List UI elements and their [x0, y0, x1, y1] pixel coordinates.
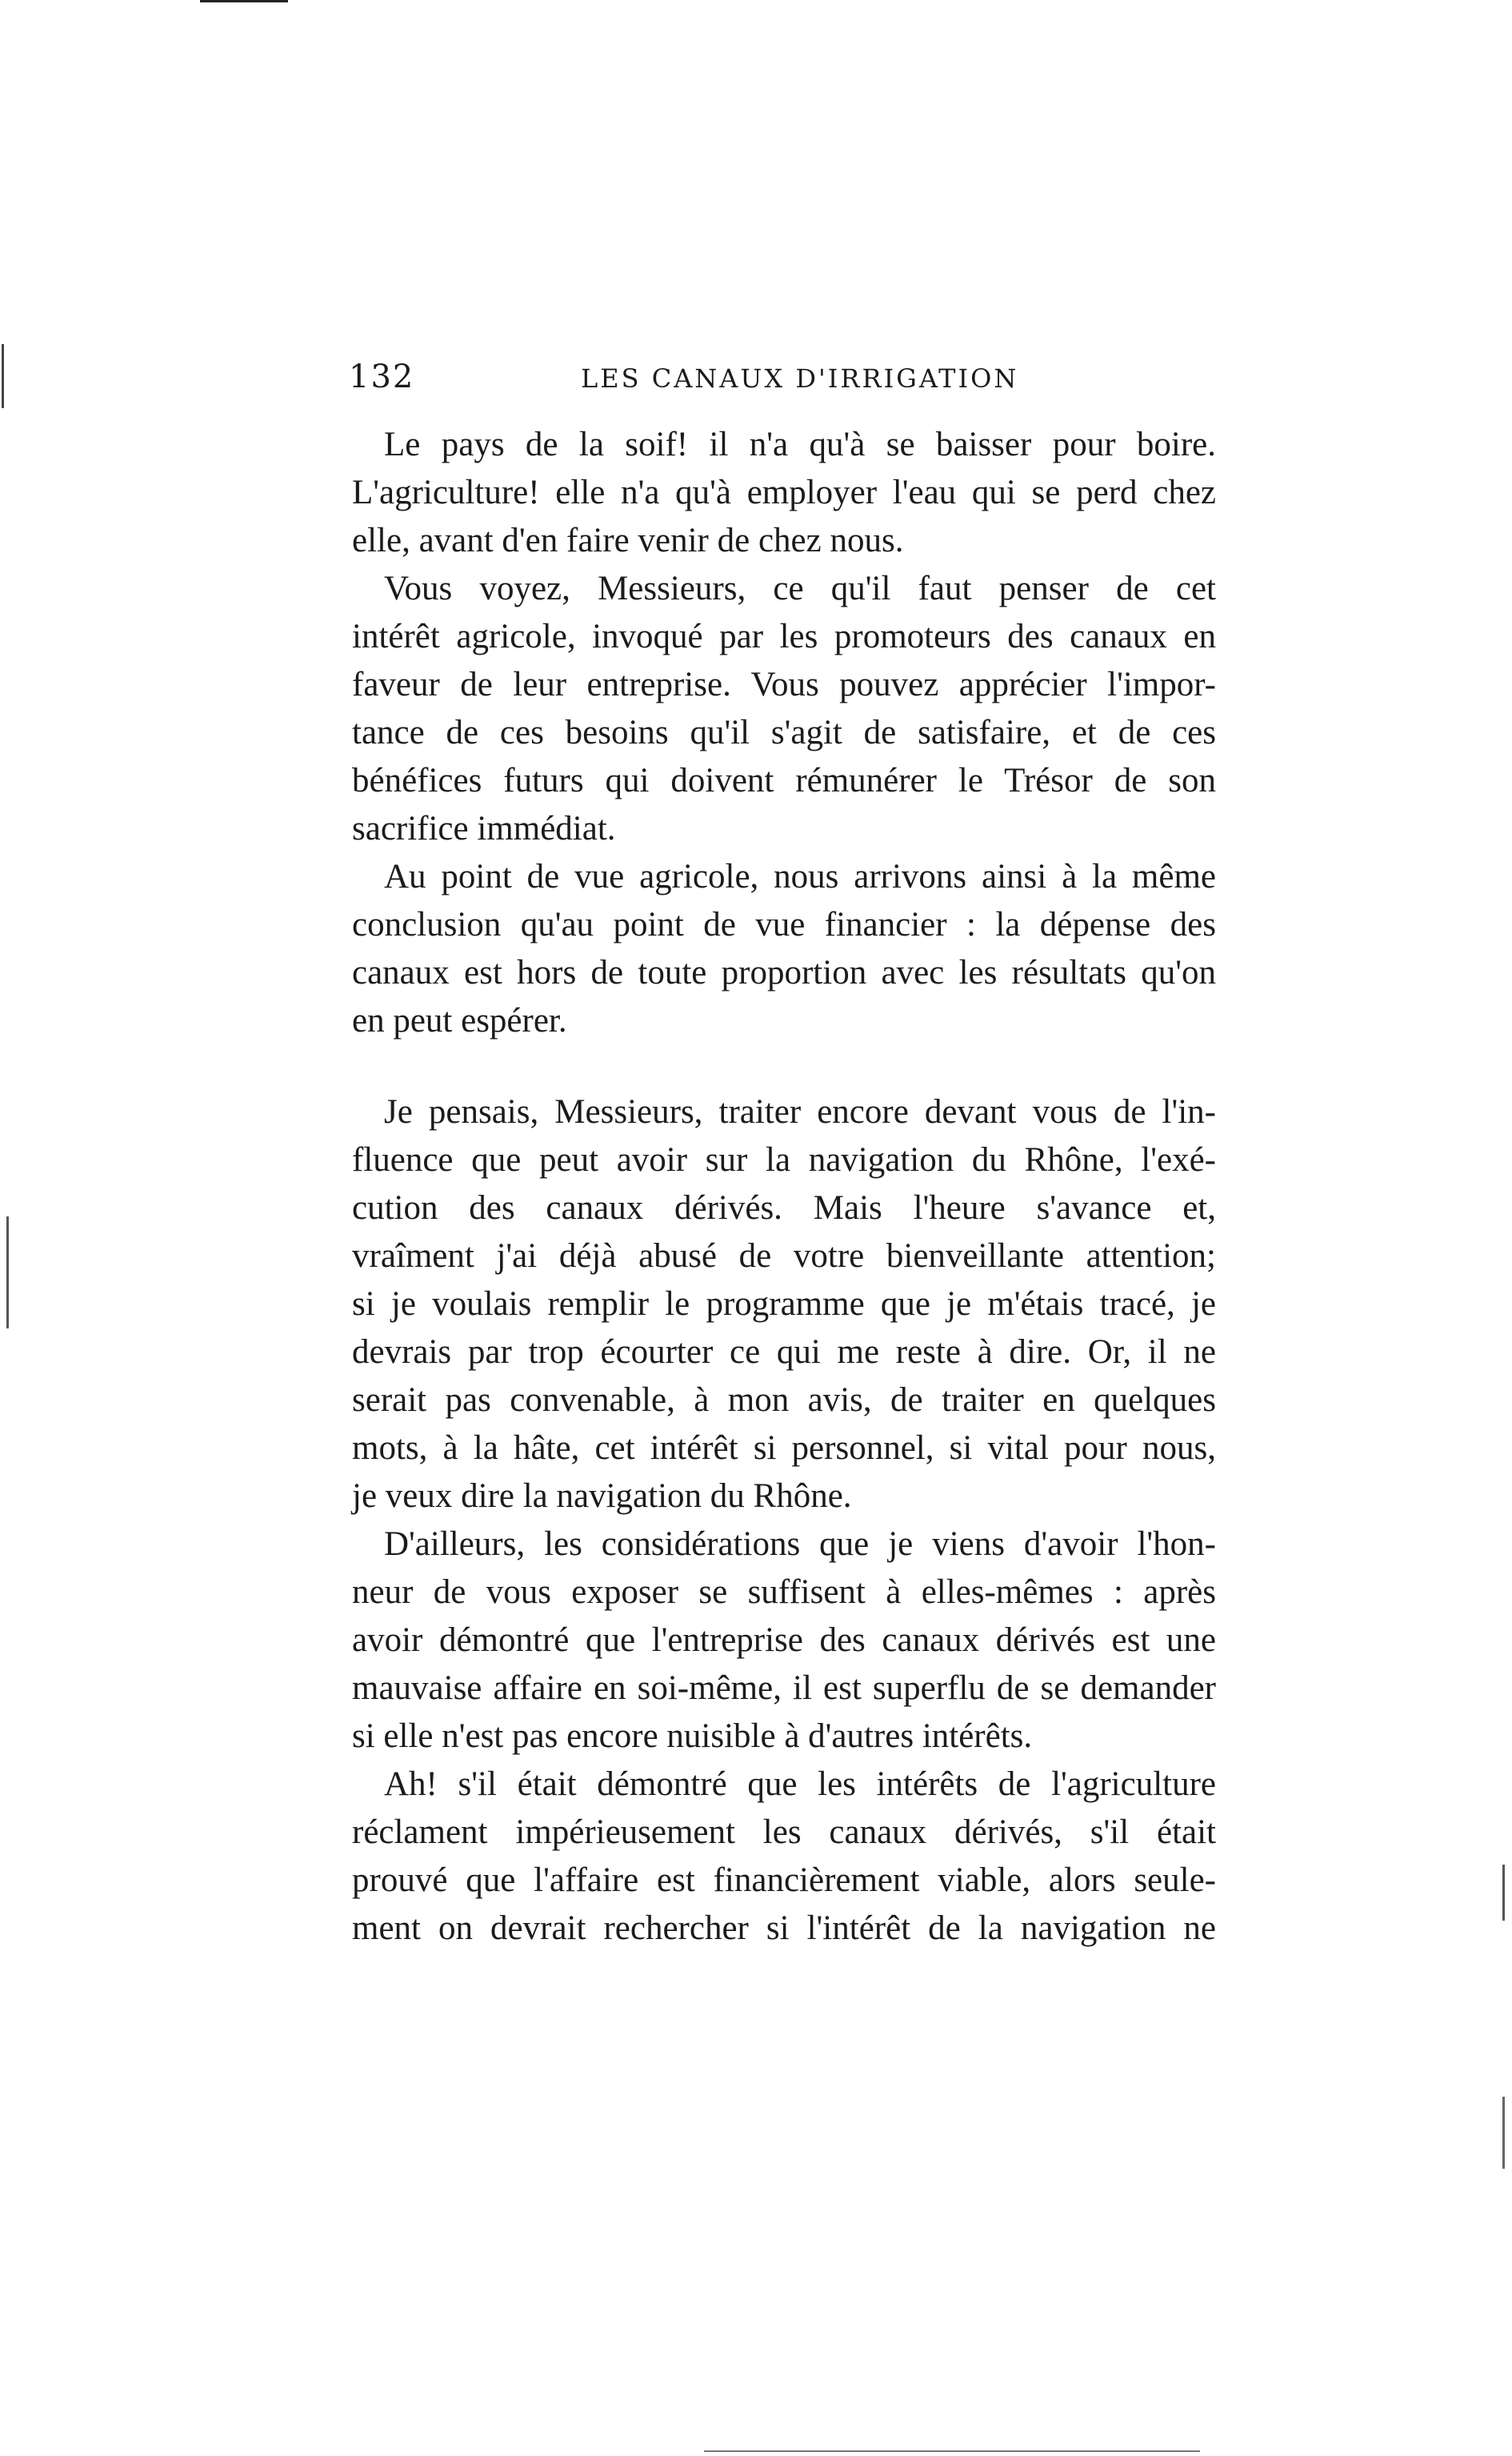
text-line: ment on devrait rechercher si l'intérêt de la navigation ne	[352, 1909, 1216, 1947]
text-line: intérêt agricole, invoqué par les promoteurs des canaux en	[352, 618, 1216, 655]
scan-edge-top	[200, 0, 288, 2]
paragraph-4	[352, 1088, 1216, 1520]
text-line: faveur de leur entreprise. Vous pouvez apprécier l'impor-	[352, 666, 1216, 703]
scan-edge-left-2	[6, 1216, 9, 1328]
scan-edge-right-2	[1502, 2097, 1505, 2169]
scan-edge-bottom	[704, 2450, 1200, 2452]
page-header	[349, 359, 1221, 407]
text-line: vraîment j'ai déjà abusé de votre bienveillante attention;	[352, 1237, 1216, 1275]
paragraph-6	[352, 1761, 1216, 1953]
text-line: tance de ces besoins qu'il s'agit de satisfaire, et de ces	[352, 714, 1216, 751]
scan-edge-left	[2, 344, 4, 408]
scan-edge-right	[1502, 1865, 1505, 1921]
text-line: Le pays de la soif! il n'a qu'à se baisser pour boire.	[384, 426, 1216, 463]
paragraph-3	[352, 853, 1216, 1045]
text-line: Au point de vue agricole, nous arrivons ainsi à la même	[384, 858, 1216, 895]
text-line: D'ailleurs, les considérations que je viens d'avoir l'hon-	[384, 1525, 1216, 1563]
text-line: cution des canaux dérivés. Mais l'heure s'avance et,	[352, 1189, 1216, 1227]
text-line: canaux est hors de toute proportion avec les résultats qu'on	[352, 954, 1216, 992]
text-line: si elle n'est pas encore nuisible à d'autres intérêts.	[352, 1717, 1033, 1755]
text-line: sacrifice immédiat.	[352, 810, 616, 847]
running-title: LES CANAUX D'IRRIGATION	[581, 363, 1019, 394]
text-line: si je voulais remplir le programme que je m'étais tracé, je	[352, 1285, 1216, 1323]
text-line: L'agriculture! elle n'a qu'à employer l'eau qui se perd chez	[352, 474, 1216, 511]
text-line: elle, avant d'en faire venir de chez nous.	[352, 522, 904, 559]
text-line: devrais par trop écourter ce qui me reste à dire. Or, il ne	[352, 1333, 1216, 1371]
text-line: bénéfices futurs qui doivent rémunérer le Trésor de son	[352, 762, 1216, 799]
text-line: mauvaise affaire en soi-même, il est superflu de se demander	[352, 1669, 1216, 1707]
text-line: serait pas convenable, à mon avis, de traiter en quelques	[352, 1381, 1216, 1419]
text-line: en peut espérer.	[352, 1002, 567, 1040]
text-line: Je pensais, Messieurs, traiter encore devant vous de l'in-	[384, 1093, 1216, 1131]
text-line: réclament impérieusement les canaux dérivés, s'il était	[352, 1813, 1216, 1851]
body-text	[352, 421, 1216, 1953]
text-line: neur de vous exposer se suffisent à elles-mêmes : après	[352, 1573, 1216, 1611]
page-number: 132	[349, 359, 415, 395]
paragraph-5	[352, 1520, 1216, 1761]
text-line: Vous voyez, Messieurs, ce qu'il faut penser de cet	[384, 570, 1216, 607]
text-line: mots, à la hâte, cet intérêt si personnel, si vital pour nous,	[352, 1429, 1216, 1467]
text-line: avoir démontré que l'entreprise des canaux dérivés est une	[352, 1621, 1216, 1659]
paragraph-1	[352, 421, 1216, 565]
text-line: Ah! s'il était démontré que les intérêts de l'agriculture	[384, 1765, 1216, 1803]
section-gap	[352, 1045, 1216, 1088]
text-line: fluence que peut avoir sur la navigation du Rhône, l'exé-	[352, 1141, 1216, 1179]
text-line: je veux dire la navigation du Rhône.	[352, 1477, 852, 1515]
text-line: conclusion qu'au point de vue financier : la dépense des	[352, 906, 1216, 944]
text-line: prouvé que l'affaire est financièrement viable, alors seule-	[352, 1861, 1216, 1899]
paragraph-2	[352, 565, 1216, 853]
